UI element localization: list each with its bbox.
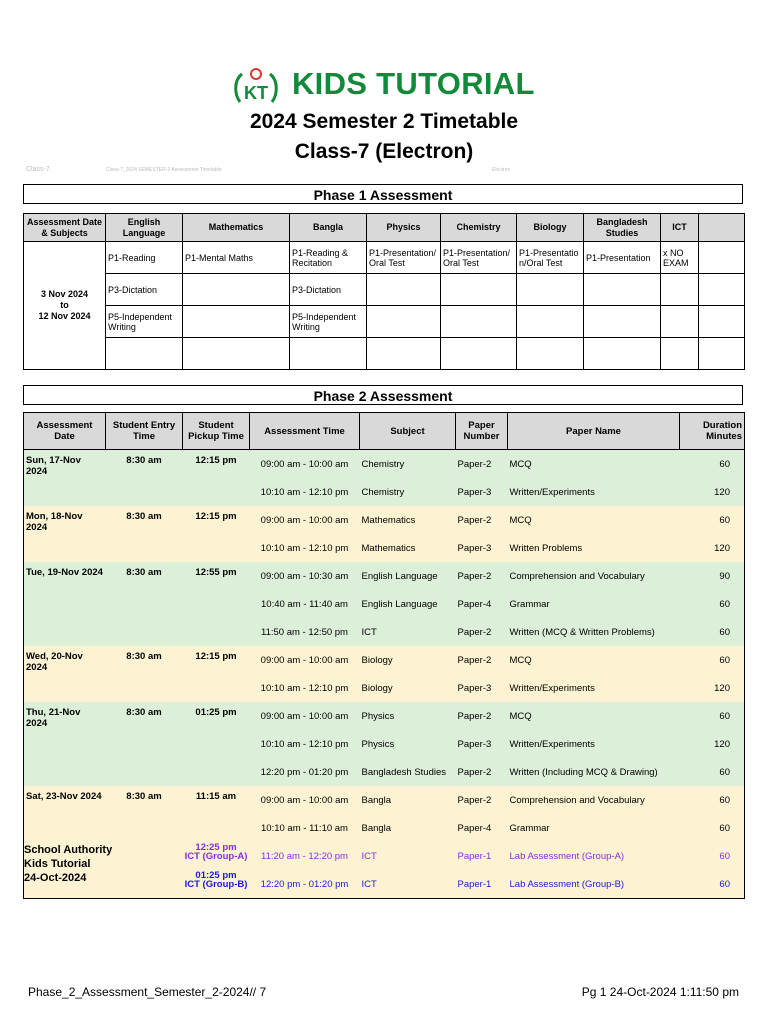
- phase2-paper-number-cell: Paper-2: [457, 710, 492, 722]
- phase2-assessment-time-cell: 11:50 am - 12:50 pm: [261, 626, 348, 638]
- phase1-cell: [183, 306, 290, 338]
- phase2-duration-cell: 60: [680, 870, 745, 899]
- phase2-row: [24, 646, 745, 674]
- phase2-row: [24, 618, 745, 646]
- phase2-duration-cell: 60: [680, 702, 745, 730]
- phase2-table: [23, 412, 745, 899]
- phase2-paper-number-cell: Paper-2: [457, 458, 492, 470]
- phase2-paper-number-cell: Paper-3: [457, 738, 492, 750]
- header-logo-row: [0, 64, 768, 108]
- phase1-cell: x NO EXAM: [661, 242, 699, 274]
- phase2-row: [24, 786, 745, 814]
- phase2-paper-name-cell: Grammar: [509, 822, 550, 834]
- phase2-paper-name-cell: Written/Experiments: [509, 682, 595, 694]
- phase2-pickup-time-cell: [183, 618, 250, 646]
- phase1-table: [23, 213, 745, 370]
- phase2-paper-name-cell: MCQ: [509, 514, 532, 526]
- phase1-header-cell: English Language: [106, 214, 183, 242]
- phase1-cell: [367, 306, 441, 338]
- phase2-paper-number-cell: Paper-2: [457, 570, 492, 582]
- phase1-cell: P5-Independent Writing: [290, 306, 367, 338]
- phase2-duration-cell: 120: [680, 534, 745, 562]
- phase1-row: [24, 338, 745, 370]
- phase2-duration-cell: 120: [680, 478, 745, 506]
- phase2-subject-cell: Bangla: [361, 822, 392, 834]
- phase2-date-cell: Tue, 19-Nov 2024: [24, 562, 106, 590]
- phase1-cell: [441, 338, 517, 370]
- phase1-date-line: to: [60, 300, 69, 310]
- tiny-class-label: Class-7: [26, 166, 50, 173]
- phase1-cell: P1-Presentation/ Oral Test: [367, 242, 441, 274]
- phase1-cell: [367, 338, 441, 370]
- phase2-subject-cell: Bangladesh Studies: [361, 766, 447, 778]
- phase2-paper-name-cell: Lab Assessment (Group-A): [509, 850, 625, 862]
- phase2-row: [24, 478, 745, 506]
- phase2-entry-time-cell: 8:30 am: [126, 791, 162, 802]
- phase2-date-cell: Thu, 21-Nov 2024: [24, 702, 106, 730]
- phase2-pickup-time-cell: 12:15 pm: [195, 651, 237, 662]
- phase2-assessment-time-cell: 10:10 am - 12:10 pm: [260, 486, 349, 498]
- phase2-date-cell: [24, 758, 106, 786]
- phase2-pickup-time-cell: 12:55 pm: [195, 567, 237, 578]
- phase2-pickup-time-cell: 01:25 pm: [195, 707, 237, 718]
- phase2-subject-cell: ICT: [361, 626, 377, 638]
- footer-file-name: Phase_2_Assessment_Semester_2-2024// 7: [28, 985, 267, 999]
- phase1-cell: P1-Mental Maths: [183, 242, 290, 274]
- phase2-header-row: [24, 413, 745, 450]
- phase1-date-line: 3 Nov 2024: [40, 289, 89, 299]
- phase2-entry-time-cell: [106, 618, 183, 646]
- phase2-paper-name-cell: Written/Experiments: [509, 738, 595, 750]
- phase1-cell: [441, 306, 517, 338]
- phase2-assessment-time-cell: 12:20 pm - 01:20 pm: [260, 766, 349, 778]
- phase1-cell: [661, 306, 699, 338]
- phase2-subject-cell: Chemistry: [361, 486, 405, 498]
- phase2-paper-name-cell: Written (Including MCQ & Drawing): [509, 766, 658, 778]
- phase2-row: [24, 870, 745, 899]
- phase1-header-cell: Bangladesh Studies: [584, 214, 661, 242]
- tiny-doc-label: Class-7_2024 SEMESTER-2 Assessment Timetable: [106, 167, 222, 173]
- phase2-assessment-time-cell: 09:00 am - 10:00 am: [260, 654, 349, 666]
- phase1-cell: [699, 306, 745, 338]
- footer-page-info: Pg 1 24-Oct-2024 1:11:50 pm: [581, 985, 739, 999]
- phase2-header-cell: Assessment Time: [250, 413, 360, 450]
- phase2-date-cell: Sat, 23-Nov 2024: [24, 786, 106, 814]
- phase2-pickup-time-cell: [183, 674, 250, 702]
- phase2-entry-time-cell: [106, 758, 183, 786]
- phase2-paper-name-cell: Comprehension and Vocabulary: [509, 794, 645, 806]
- phase2-paper-number-cell: Paper-1: [457, 850, 492, 862]
- phase2-paper-number-cell: Paper-4: [457, 598, 492, 610]
- phase2-entry-time-cell: [106, 478, 183, 506]
- phase1-cell: [183, 274, 290, 306]
- phase2-duration-cell: 60: [680, 758, 745, 786]
- phase2-date-cell: [24, 534, 106, 562]
- phase2-assessment-time-cell: 10:10 am - 12:10 pm: [260, 738, 349, 750]
- phase2-duration-cell: 60: [680, 506, 745, 534]
- phase2-paper-number-cell: Paper-3: [457, 486, 492, 498]
- phase2-paper-name-cell: Lab Assessment (Group-B): [508, 870, 680, 899]
- phase1-cell: [183, 338, 290, 370]
- phase2-paper-number-cell: Paper-3: [457, 682, 492, 694]
- phase2-subject-cell: ICT: [361, 850, 377, 862]
- phase1-row: [24, 274, 745, 306]
- phase2-duration-cell: 60: [680, 842, 745, 870]
- signature-line: 24-Oct-2024: [24, 872, 87, 884]
- phase2-row: [24, 590, 745, 618]
- phase2-pickup-time-cell: 12:25 pm ICT (Group-A): [184, 842, 248, 862]
- phase2-subject-cell: English Language: [361, 598, 438, 610]
- phase1-cell: [106, 338, 183, 370]
- phase2-paper-name-cell: Grammar: [509, 598, 550, 610]
- phase1-header-cell: Mathematics: [183, 214, 290, 242]
- phase2-subject-cell: Physics: [361, 710, 395, 722]
- phase2-assessment-time-cell: 09:00 am - 10:30 am: [260, 570, 349, 582]
- phase1-cell: [517, 274, 584, 306]
- phase2-paper-number-cell: Paper-2: [457, 654, 492, 666]
- phase2-row: [24, 730, 745, 758]
- phase1-header-cell: Assessment Date & Subjects: [24, 214, 106, 242]
- phase2-duration-cell: 60: [680, 450, 745, 479]
- phase2-duration-cell: 60: [680, 618, 745, 646]
- phase2-paper-name-cell: MCQ: [509, 458, 532, 470]
- phase2-entry-time-cell: 8:30 am: [126, 567, 162, 578]
- signature-line: School Authority: [24, 844, 113, 856]
- signature-block: [24, 843, 112, 885]
- page-subtitle: Class-7 (Electron): [294, 140, 474, 163]
- phase2-paper-number-cell: Paper-1: [456, 870, 508, 899]
- phase1-cell: [584, 306, 661, 338]
- phase1-cell: [699, 274, 745, 306]
- phase2-pickup-time-cell: 12:15 pm: [195, 511, 237, 522]
- phase2-paper-number-cell: Paper-2: [457, 766, 492, 778]
- phase2-date-cell: Wed, 20-Nov 2024: [24, 646, 106, 674]
- phase1-cell: P1-Presentation: [584, 242, 661, 274]
- phase2-row: [24, 450, 745, 479]
- phase1-cell: [517, 338, 584, 370]
- phase2-paper-name-cell: Written/Experiments: [509, 486, 595, 498]
- phase2-header-cell: Assessment Date: [24, 413, 106, 450]
- phase2-duration-cell: 60: [680, 786, 745, 814]
- phase1-cell: P3-Dictation: [290, 274, 367, 306]
- phase1-cell: [517, 306, 584, 338]
- phase2-row: [24, 534, 745, 562]
- phase2-paper-name-cell: Comprehension and Vocabulary: [509, 570, 645, 582]
- phase2-paper-name-cell: Written Problems: [509, 542, 583, 554]
- phase2-header-cell: Subject: [360, 413, 456, 450]
- phase2-row: [24, 674, 745, 702]
- phase1-cell: [661, 338, 699, 370]
- phase1-row: [24, 306, 745, 338]
- phase2-subject-cell: Biology: [361, 654, 393, 666]
- phase2-date-cell: [24, 674, 106, 702]
- phase2-row: [24, 562, 745, 590]
- phase2-row: [24, 702, 745, 730]
- phase1-header-row: [24, 214, 745, 242]
- phase2-subject-cell: Mathematics: [361, 542, 416, 554]
- phase2-subject-cell: Chemistry: [361, 458, 405, 470]
- phase1-header-cell: Physics: [367, 214, 441, 242]
- phase2-subject-cell: Mathematics: [361, 514, 416, 526]
- phase1-date-line: 12 Nov 2024: [38, 311, 91, 321]
- phase2-paper-number-cell: Paper-2: [457, 514, 492, 526]
- phase2-header-cell: Student Entry Time: [106, 413, 183, 450]
- phase2-entry-time-cell: 8:30 am: [126, 455, 162, 466]
- phase1-header-cell: Bangla: [290, 214, 367, 242]
- phase1-cell: P1-Reading & Recitation: [290, 242, 367, 274]
- phase2-entry-time-cell: 8:30 am: [126, 651, 162, 662]
- phase1-cell: P1-Reading: [106, 242, 183, 274]
- phase2-duration-cell: 60: [680, 646, 745, 674]
- phase2-pickup-time-cell: [183, 590, 250, 618]
- phase2-assessment-time-cell: 09:00 am - 10:00 am: [260, 458, 349, 470]
- phase1-header-cell: Biology: [517, 214, 584, 242]
- phase1-cell: [661, 274, 699, 306]
- phase2-entry-time-cell: [106, 814, 183, 842]
- phase2-paper-number-cell: Paper-4: [457, 822, 492, 834]
- tiny-section-label: Electron: [492, 167, 511, 173]
- phase2-entry-time-cell: [106, 590, 183, 618]
- phase2-assessment-time-cell: 09:00 am - 10:00 am: [260, 514, 349, 526]
- phase2-pickup-time-cell: [183, 814, 250, 842]
- phase1-date-range: [24, 242, 106, 370]
- phase2-pickup-time-cell: [183, 730, 250, 758]
- phase2-assessment-time-cell: 11:20 am - 12:20 pm: [261, 850, 348, 862]
- phase2-title: Phase 2 Assessment: [23, 385, 743, 405]
- phase1-cell: [367, 274, 441, 306]
- phase2-assessment-time-cell: 12:20 pm - 01:20 pm: [250, 870, 360, 899]
- phase2-assessment-time-cell: 10:40 am - 11:40 am: [261, 598, 348, 610]
- phase1-cell: P5-Independent Writing: [106, 306, 183, 338]
- phase2-paper-number-cell: Paper-2: [457, 626, 492, 638]
- phase1-cell: P1-Presentation/ Oral Test: [441, 242, 517, 274]
- phase2-row: [24, 842, 745, 870]
- phase1-cell: [584, 274, 661, 306]
- phase2-duration-cell: 60: [680, 590, 745, 618]
- phase2-entry-time-cell: [106, 870, 183, 899]
- phase2-pickup-time-cell: 01:25 pm ICT (Group-B): [183, 870, 250, 899]
- phase2-date-cell: Mon, 18-Nov 2024: [24, 506, 106, 534]
- brand-name: KIDS TUTORIAL: [292, 66, 535, 101]
- phase1-cell: P3-Dictation: [106, 274, 183, 306]
- phase2-header-cell: Duration Minutes: [680, 413, 745, 450]
- phase2-duration-cell: 120: [680, 730, 745, 758]
- kids-tutorial-logo-icon: [232, 66, 280, 106]
- phase2-header-cell: Student Pickup Time: [183, 413, 250, 450]
- page-title: 2024 Semester 2 Timetable: [249, 110, 519, 133]
- phase1-cell: [699, 242, 745, 274]
- phase2-paper-name-cell: MCQ: [509, 710, 532, 722]
- phase2-row: [24, 506, 745, 534]
- phase2-pickup-time-cell: [183, 478, 250, 506]
- phase2-date-cell: [24, 618, 106, 646]
- phase2-paper-name-cell: Written (MCQ & Written Problems): [509, 626, 655, 638]
- phase2-duration-cell: 120: [680, 674, 745, 702]
- phase1-cell: P1-Presentatio n/Oral Test: [517, 242, 584, 274]
- phase2-row: [24, 758, 745, 786]
- phase2-entry-time-cell: [106, 674, 183, 702]
- phase2-assessment-time-cell: 10:10 am - 11:10 am: [261, 822, 348, 834]
- phase2-pickup-time-cell: 12:15 pm: [195, 455, 237, 466]
- phase2-duration-cell: 60: [680, 814, 745, 842]
- phase2-assessment-time-cell: 10:10 am - 12:10 pm: [260, 542, 349, 554]
- phase2-date-cell: [24, 730, 106, 758]
- phase2-entry-time-cell: 8:30 am: [126, 511, 162, 522]
- phase2-entry-time-cell: [106, 842, 183, 870]
- phase1-header-cell: ICT: [661, 214, 699, 242]
- phase2-header-cell: Paper Number: [456, 413, 508, 450]
- phase2-date-cell: [24, 814, 106, 842]
- phase2-date-cell: [24, 590, 106, 618]
- phase1-cell: [441, 274, 517, 306]
- phase1-header-cell: [699, 214, 745, 242]
- phase2-entry-time-cell: [106, 534, 183, 562]
- phase2-paper-number-cell: Paper-3: [457, 542, 492, 554]
- phase2-pickup-time-cell: 11:15 am: [195, 791, 237, 802]
- phase2-assessment-time-cell: 09:00 am - 10:00 am: [260, 794, 349, 806]
- phase2-date-cell: Sun, 17-Nov 2024: [24, 450, 106, 479]
- phase1-title: Phase 1 Assessment: [23, 184, 743, 204]
- signature-line: Kids Tutorial: [24, 858, 91, 870]
- phase2-pickup-time-cell: [183, 758, 250, 786]
- phase2-entry-time-cell: 8:30 am: [126, 707, 162, 718]
- phase1-row: [24, 242, 745, 274]
- phase2-subject-cell: Physics: [361, 738, 395, 750]
- phase2-paper-number-cell: Paper-2: [457, 794, 492, 806]
- phase2-assessment-time-cell: 09:00 am - 10:00 am: [260, 710, 349, 722]
- phase2-row: [24, 814, 745, 842]
- phase2-entry-time-cell: [106, 730, 183, 758]
- phase2-duration-cell: 90: [680, 562, 745, 590]
- phase2-subject-cell: Biology: [361, 682, 393, 694]
- phase1-cell: [699, 338, 745, 370]
- phase1-cell: [290, 338, 367, 370]
- phase2-header-cell: Paper Name: [508, 413, 680, 450]
- phase1-header-cell: Chemistry: [441, 214, 517, 242]
- logo-text: KT: [244, 83, 268, 103]
- phase2-pickup-time-cell: [183, 534, 250, 562]
- phase2-date-cell: [24, 478, 106, 506]
- phase2-paper-name-cell: MCQ: [509, 654, 532, 666]
- phase2-subject-cell: English Language: [361, 570, 438, 582]
- phase2-assessment-time-cell: 10:10 am - 12:10 pm: [260, 682, 349, 694]
- phase2-subject-cell: ICT: [360, 870, 456, 899]
- phase2-subject-cell: Bangla: [361, 794, 392, 806]
- phase1-cell: [584, 338, 661, 370]
